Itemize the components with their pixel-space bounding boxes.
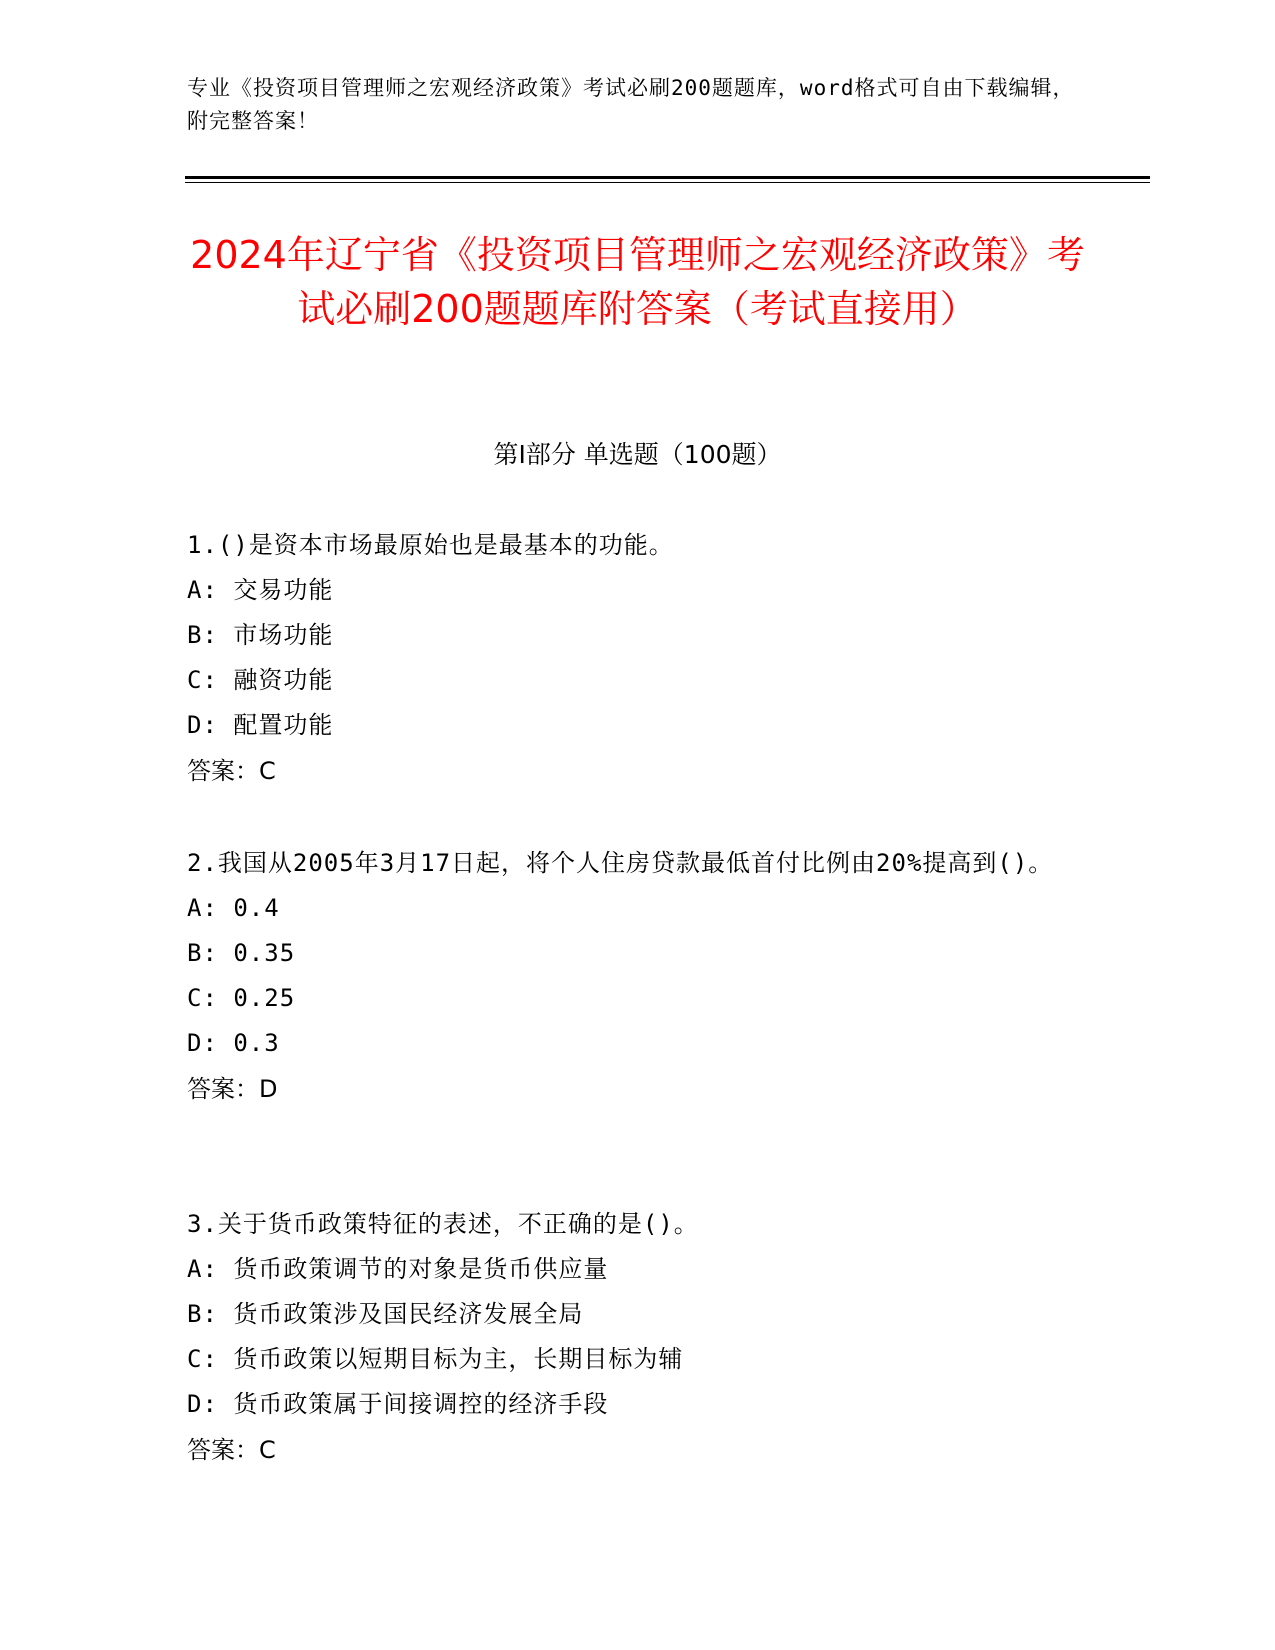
question-stem: 3.关于货币政策特征的表述，不正确的是()。	[187, 1210, 699, 1238]
header-note: 专业《投资项目管理师之宏观经济政策》考试必刷200题题库，word格式可自由下载编辑，附完整答案！	[187, 76, 1075, 133]
option-d: D: 货币政策属于间接调控的经济手段	[187, 1390, 609, 1418]
question-3	[187, 1201, 1087, 1473]
option-b: B: 市场功能	[187, 621, 334, 649]
answer: 答案：D	[187, 1075, 278, 1103]
answer: 答案：C	[187, 757, 276, 785]
option-b: B: 货币政策涉及国民经济发展全局	[187, 1300, 584, 1328]
question-1	[187, 522, 1087, 794]
option-d: D: 配置功能	[187, 711, 334, 739]
option-a: A: 0.4	[187, 894, 280, 922]
option-d: D: 0.3	[187, 1029, 280, 1057]
question-stem: 1.()是资本市场最原始也是最基本的功能。	[187, 531, 674, 559]
section-title: 第I部分 单选题（100题）	[493, 440, 782, 469]
option-c: C: 0.25	[187, 984, 296, 1012]
option-b: B: 0.35	[187, 939, 296, 967]
question-2	[187, 840, 1087, 1112]
header-divider-thick	[185, 176, 1150, 179]
header-divider-thin	[185, 182, 1150, 183]
option-c: C: 货币政策以短期目标为主，长期目标为辅	[187, 1345, 684, 1373]
question-stem: 2.我国从2005年3月17日起，将个人住房贷款最低首付比例由20%提高到()。	[187, 849, 1054, 877]
option-a: A: 货币政策调节的对象是货币供应量	[187, 1255, 609, 1283]
answer: 答案：C	[187, 1436, 276, 1464]
option-c: C: 融资功能	[187, 666, 334, 694]
document-title: 2024年辽宁省《投资项目管理师之宏观经济政策》考试必刷200题题库附答案（考试直接用）	[190, 233, 1085, 331]
option-a: A: 交易功能	[187, 576, 334, 604]
